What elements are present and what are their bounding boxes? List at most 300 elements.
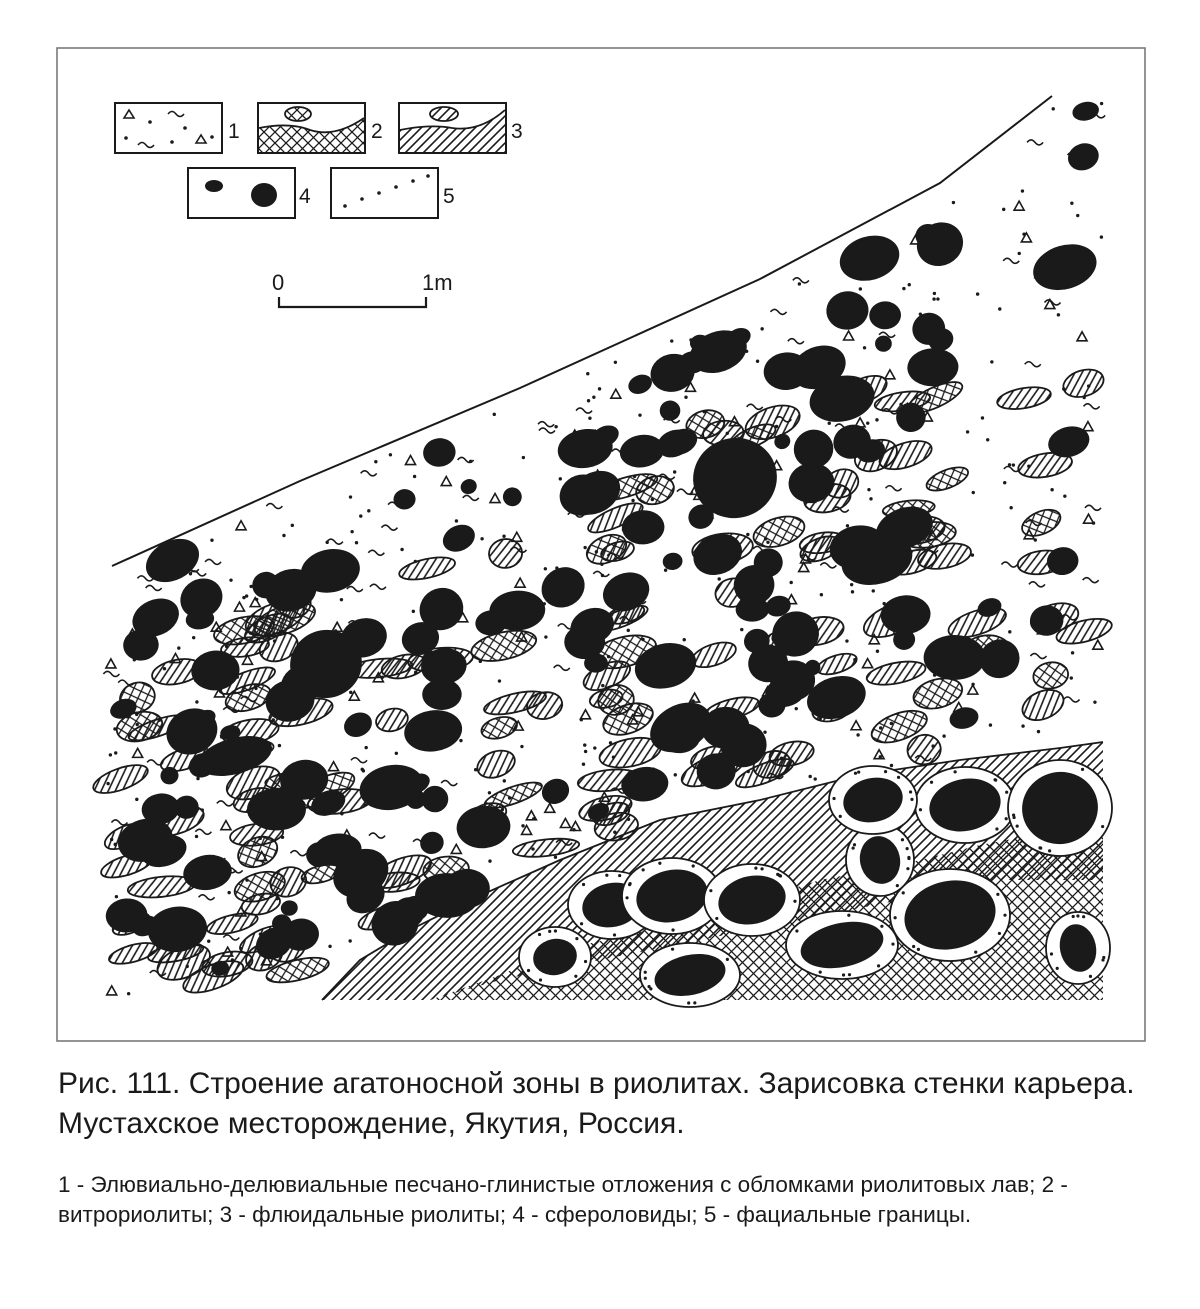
sediment-dot [502,535,505,538]
legend-key-2-number: 2 [371,120,383,143]
rock-fragment-triangle [611,389,621,398]
halo-dot [580,922,583,925]
halo-dot [628,883,631,886]
spheroid [788,424,840,475]
halo-dot [613,933,616,936]
clay-tilde [146,585,162,590]
spheroid [1028,237,1103,297]
spheroid [947,705,980,732]
sediment-dot [544,635,547,638]
halo-dot [1101,958,1104,961]
rock-fragment-triangle [1093,640,1103,649]
sediment-dot [990,360,993,363]
sediment-dot [1003,481,1006,484]
clay-tilde [1083,578,1099,583]
sediment-dot [587,399,590,402]
rock-fragment-triangle [441,477,451,486]
rock-fragment-triangle [545,803,555,812]
halo-dot [896,884,899,887]
sediment-dot [340,598,343,601]
spheroid [247,788,306,830]
sediment-dot [582,763,585,766]
fluidal-rhyolite-clast [107,939,160,968]
sediment-dot [520,745,523,748]
rock-fragment-triangle [406,456,416,465]
sediment-dot [229,578,232,581]
clay-tilde [1027,140,1043,145]
sediment-dot [756,360,759,363]
clay-tilde [1084,404,1100,409]
clay-tilde [793,278,809,283]
sediment-dot [1008,630,1011,633]
clay-tilde [195,829,211,834]
clay-tilde [190,571,206,576]
halo-dot [902,891,905,894]
sediment-dot [717,577,720,580]
spheroid [340,708,376,742]
vitrorhyolite-clast [924,463,972,496]
sediment-dot [631,499,634,502]
halo-dot [912,945,915,948]
sediment-dot [1018,252,1021,255]
halo-dot [954,770,957,773]
halo-dot [853,843,856,846]
clay-tilde [1025,362,1041,367]
rock-fragment-triangle [844,331,854,340]
sediment-dot [746,533,749,536]
halo-dot [618,874,621,877]
sediment-dot [933,292,936,295]
halo-dot [584,960,587,963]
sediment-dot [114,751,117,754]
halo-dot [847,914,850,917]
sediment-dot [1063,494,1066,497]
sediment-dot [1100,102,1103,105]
legend-key-4 [188,168,311,218]
sediment-dot [798,282,801,285]
legend-key-3-number: 3 [511,120,523,143]
sediment-dot [282,534,285,537]
spheroid [1064,139,1103,175]
fluidal-rhyolite-clast [1060,365,1107,402]
halo-dot [671,928,674,931]
sediment-dot [932,297,935,300]
legend-description: 1 - Элювиально-делювиальные песчано-глинистые отложения с обломками риолитовых лав; 2 - витрориолиты; 3 - флюидальные риолиты; 4 - сфероловиды; 5 - фациальные границы. [58,1172,1068,1227]
halo-dot [1101,825,1104,828]
rock-fragment-triangle [1077,332,1087,341]
clay-tilde [266,504,282,509]
sediment-dot [986,438,989,441]
clay-tilde [290,851,306,856]
sediment-dot [586,372,589,375]
halo-dot [906,847,909,850]
sediment-dot [593,746,596,749]
sediment-dot [856,733,859,736]
spheroid [658,398,683,423]
sediment-dot [583,743,586,746]
halo-dot [839,815,842,818]
halo-dot [709,889,712,892]
sediment-dot [859,287,862,290]
halo-dot [574,975,577,978]
legend-key-1 [115,103,240,153]
sediment-dot [362,769,365,772]
halo-dot [917,948,920,951]
sediment-dot [395,752,398,755]
halo-dot [974,951,977,954]
sediment-dot [790,581,793,584]
spheroid [625,371,655,397]
legend-key-2 [258,103,383,153]
legend-key-1-number: 1 [228,120,240,143]
halo-dot [894,916,897,919]
clay-tilde [111,820,127,825]
sediment-dot [544,567,547,570]
sediment-dot [522,456,525,459]
clay-tilde [539,428,555,433]
sediment-dot [828,421,831,424]
halo-dot [897,776,900,779]
halo-dot [1050,952,1053,955]
sediment-dot [227,891,230,894]
sediment-dot [1076,214,1079,217]
scale-start-label: 0 [272,270,285,295]
sediment-dot [498,679,501,682]
spheroid [417,828,447,857]
clay-tilde [370,584,386,589]
clay-tilde [223,935,239,940]
clay-tilde [361,471,377,476]
sediment-dot [349,691,352,694]
spheroid [422,679,462,711]
halo-dot [582,883,585,886]
legend-key-5 [331,168,455,218]
spheroid [392,488,416,511]
sediment-dot [673,470,676,473]
sediment-dot [763,730,766,733]
halo-dot [754,867,757,870]
sediment-dot [245,594,248,597]
sediment-dot [670,339,673,342]
sediment-dot [1021,189,1024,192]
spheroid [824,289,871,333]
sediment-dot [627,629,630,632]
halo-dot [1016,825,1019,828]
clay-tilde [886,486,902,491]
sediment-dot [367,509,370,512]
sediment-dot [559,477,562,480]
sediment-dot [355,541,358,544]
sediment-dot [374,460,377,463]
sediment-dot [210,539,213,542]
sediment-dot [601,574,604,577]
fluidal-rhyolite-clast [1018,684,1068,726]
clay-tilde [1001,562,1017,567]
sediment-dot [869,497,872,500]
rock-fragment-triangle [851,721,861,730]
halo-dot [776,873,779,876]
fluidal-rhyolite-clast [380,651,429,682]
sediment-dot [532,817,535,820]
sediment-dot [400,548,403,551]
halo-dot [891,942,894,945]
sediment-dot [664,568,667,571]
sediment-dot [348,939,351,942]
halo-dot [1072,915,1075,918]
halo-dot [644,977,647,980]
spheroid [834,229,904,288]
sediment-dot [814,777,817,780]
halo-dot [715,917,718,920]
sediment-dot [572,828,575,831]
sediment-dot [1070,202,1073,205]
clay-tilde [747,404,763,409]
clay-tilde [554,665,570,670]
halo-dot [998,932,1001,935]
spheroid [458,476,479,496]
sediment-dot [808,775,811,778]
sediment-dot [1093,700,1096,703]
spheroid [501,485,524,508]
sediment-dot [908,283,911,286]
halo-dot [909,790,912,793]
halo-dot [880,925,883,928]
halo-dot [644,971,647,974]
spheroid [401,706,465,755]
clay-tilde [347,587,363,592]
halo-dot [575,937,578,940]
vitrorhyolite-clast [479,713,519,742]
sediment-dot [850,583,853,586]
sediment-dot [614,361,617,364]
sediment-dot [488,791,491,794]
halo-dot [760,867,763,870]
clay-tilde [381,525,397,530]
sediment-dot [1021,724,1024,727]
clay-tilde [1064,697,1080,702]
fluidal-rhyolite-clast [487,537,523,569]
scale-bar [272,270,453,307]
halo-dot [693,1001,696,1004]
sediment-dot [584,750,587,753]
spheroid [661,551,683,571]
halo-dot [1081,768,1084,771]
halo-dot [538,933,541,936]
sediment-dot [328,945,331,948]
sediment-dot [846,524,849,527]
rock-fragment-triangle [236,521,246,530]
halo-dot [548,930,551,933]
sediment-dot [480,537,483,540]
rock-fragment-triangle [885,370,895,379]
halo-dot [554,929,557,932]
sediment-dot [109,753,112,756]
clay-tilde [205,559,221,564]
fluidal-rhyolite-clast [474,746,519,783]
halo-dot [605,874,608,877]
halo-dot [1005,791,1008,794]
sediment-dot [1012,463,1015,466]
halo-dot [1048,849,1051,852]
vitrorhyolite-clast [1031,660,1070,691]
halo-dot [1005,817,1008,820]
clay-tilde [351,758,367,763]
spheroid [1071,99,1101,123]
halo-dot [1089,975,1092,978]
sediment-dot [592,396,595,399]
sediment-dot [674,773,677,776]
sediment-dot [359,514,362,517]
sediment-dot [872,589,875,592]
legend-key-3 [399,103,523,153]
sediment-dot [876,650,879,653]
sediment-dot [291,524,294,527]
halo-dot [1056,967,1059,970]
clay-tilde [576,408,592,413]
sediment-dot [638,413,641,416]
sediment-dot [115,895,118,898]
sediment-dot [350,530,353,533]
sediment-dot [952,201,955,204]
sediment-dot [845,639,848,642]
sediment-dot [364,746,367,749]
sediment-dot [455,519,458,522]
sediment-dot [459,739,462,742]
sediment-dot [1052,107,1055,110]
clay-tilde [820,563,836,568]
halo-dot [907,857,910,860]
halo-dot [1003,914,1006,917]
halo-dot [906,867,909,870]
sediment-dot [135,798,138,801]
fluidal-rhyolite-clast [996,384,1053,413]
clay-tilde [1030,654,1046,659]
fluidal-rhyolite-clast [905,732,942,766]
sediment-dot [851,590,854,593]
halo-dot [930,781,933,784]
halo-dot [671,948,674,951]
sediment-dot [1037,730,1040,733]
sediment-dot [1002,208,1005,211]
sediment-dot [795,707,798,710]
sediment-dot [493,413,496,416]
sediment-dot [469,460,472,463]
vitrorhyolite-clast [469,625,539,666]
sediment-dot [902,287,905,290]
sediment-dot [195,700,198,703]
clay-tilde [1085,505,1101,510]
halo-dot [901,838,904,841]
spheroid [924,635,986,680]
sediment-dot [863,346,866,349]
sediment-dot [998,307,1001,310]
sediment-dot [177,646,180,649]
halo-dot [793,900,796,903]
spheroid [438,520,479,557]
fluidal-rhyolite-clast [397,553,457,584]
rock-fragment-triangle [451,844,461,853]
legend-keys [115,103,523,218]
sediment-dot [192,636,195,639]
clay-tilde [771,309,787,314]
spheroid [537,774,573,809]
rock-fragment-triangle [560,818,570,827]
scale-end-label: 1m [422,270,453,295]
sediment-dot [820,593,823,596]
sediment-dot [1050,488,1053,491]
sediment-dot [683,638,686,641]
halo-dot [995,827,998,830]
fluidal-rhyolite-clast [815,650,860,679]
spheroid [869,301,902,330]
clay-tilde [368,550,384,555]
sediment-dot [981,416,984,419]
sediment-dot [583,546,586,549]
halo-dot [687,1001,690,1004]
clay-tilde [441,781,457,786]
sediment-dot [989,723,992,726]
sediment-dot [1070,676,1073,679]
halo-dot [527,969,530,972]
sediment-dot [1057,313,1060,316]
sediment-dot [412,610,415,613]
sediment-dot [554,856,557,859]
sediment-dot [278,744,281,747]
sediment-dot [521,824,524,827]
halo-dot [692,864,695,867]
rock-fragment-triangle [234,602,244,611]
spheroid [909,214,971,274]
clay-tilde [1003,258,1019,263]
sediment-dot [942,734,945,737]
fluidal-rhyolite-clast [90,759,151,798]
rock-fragment-triangle [968,685,978,694]
spheroid [280,899,299,917]
sediment-dot [879,755,882,758]
halo-dot [1012,813,1015,816]
clay-tilde [199,895,215,900]
halo-dot [819,971,822,974]
sediment-dot [1009,506,1012,509]
clay-tilde [788,339,804,344]
rock-fragment-triangle [863,659,873,668]
sediment-dot [875,418,878,421]
sediment-dot [740,628,743,631]
spheroid [421,436,457,469]
sediment-dot [389,453,392,456]
vitrorhyolite-clast [582,529,630,569]
rock-fragment-triangle [799,563,809,572]
figure-caption: Рис. 111. Строение агатоносной зоны в риолитах. Зарисовка стенки карьера. Мустахское месторождение, Якутия, Россия. [58,1067,1135,1140]
clay-tilde [217,801,233,806]
sediment-dot [866,421,869,424]
clay-tilde [369,833,385,838]
clay-tilde [103,671,119,676]
halo-dot [848,973,851,976]
sediment-dot [207,940,210,943]
sediment-dot [972,491,975,494]
sediment-dot [413,475,416,478]
legend-key-5-number: 5 [443,185,455,208]
rock-fragment-triangle [329,762,339,771]
halo-dot [642,868,645,871]
sediment-dot [1100,235,1103,238]
clay-tilde [327,539,343,544]
sediment-dot [195,835,198,838]
halo-dot [919,808,922,811]
sediment-dot [503,779,506,782]
halo-dot [1039,847,1042,850]
